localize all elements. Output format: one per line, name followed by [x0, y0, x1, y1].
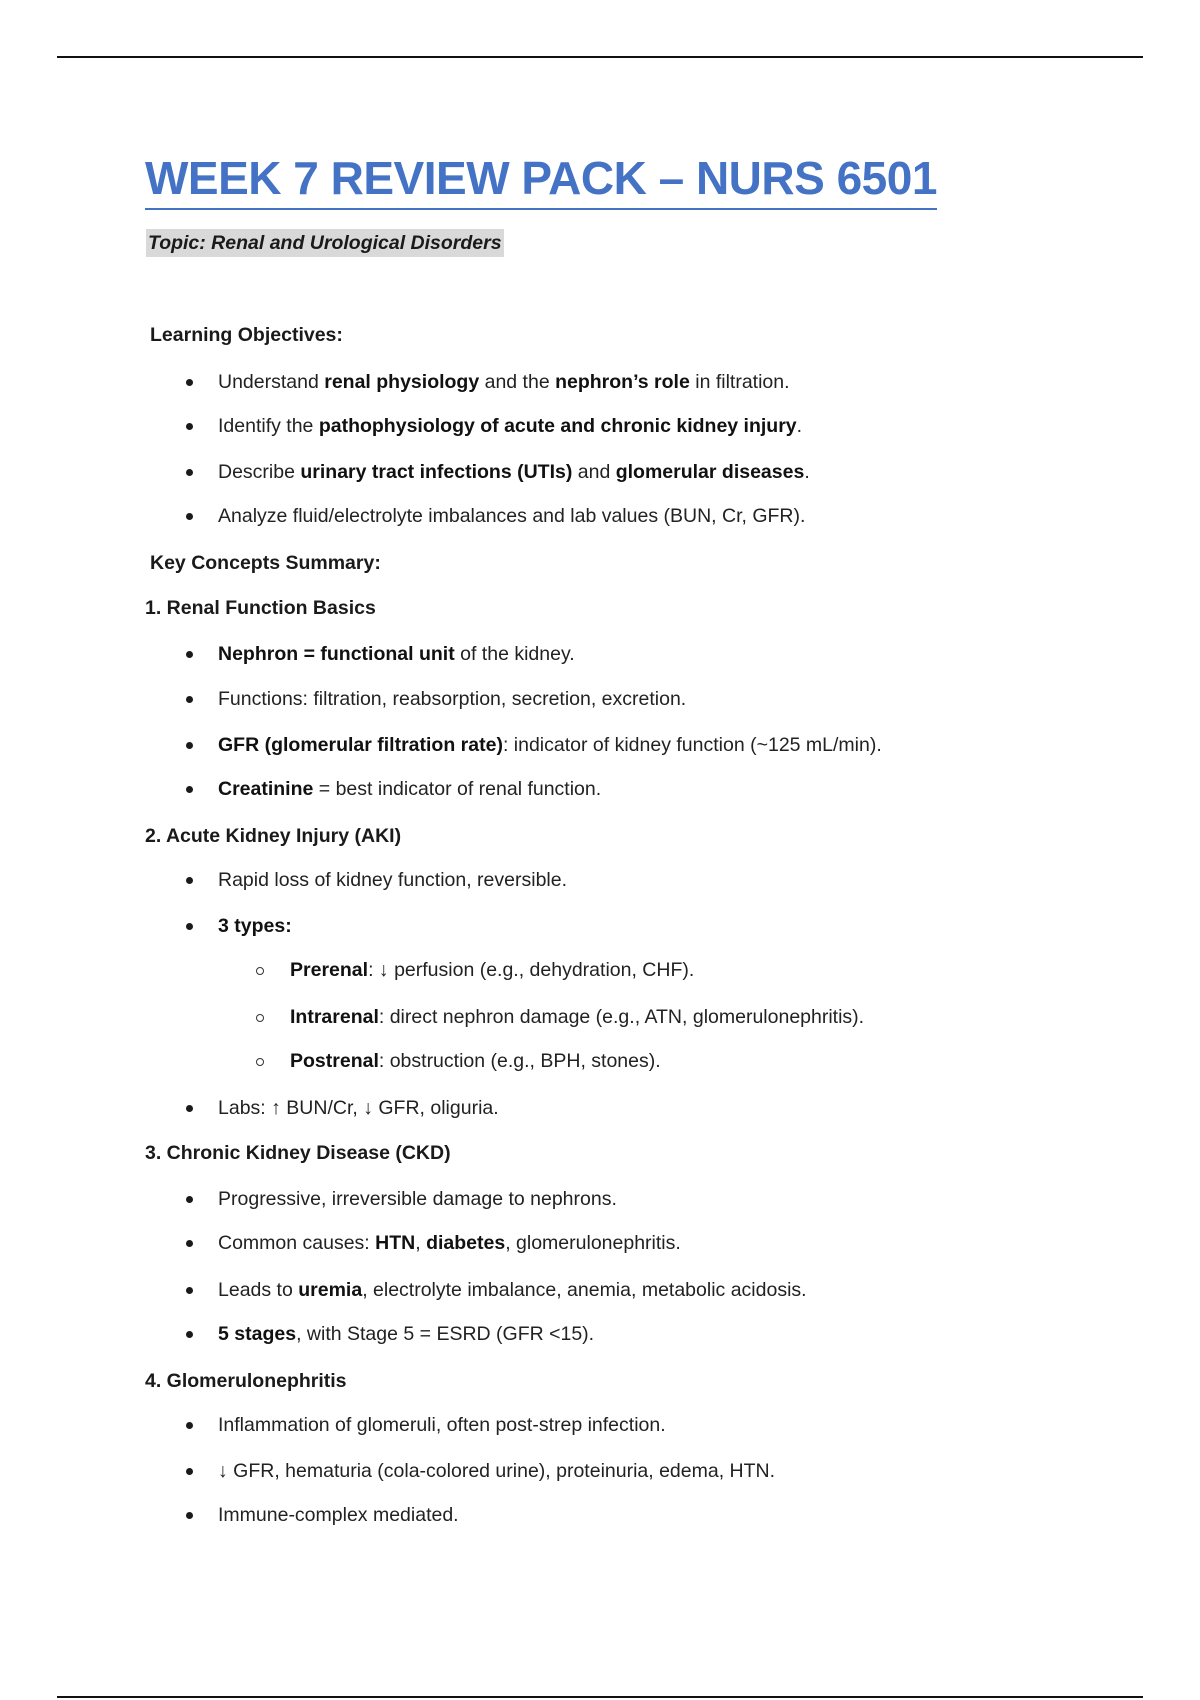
- list-item: Progressive, irreversible damage to nephrons.: [218, 1188, 617, 1210]
- list-item: 3 types:: [218, 915, 292, 937]
- list-item: ↓ GFR, hematuria (cola-colored urine), proteinuria, edema, HTN.: [218, 1460, 776, 1482]
- list-item: Rapid loss of kidney function, reversible.: [218, 869, 568, 891]
- learning-objectives-heading: Learning Objectives:: [150, 324, 343, 346]
- footer-rule: [57, 1696, 1143, 1698]
- section-heading: 2. Acute Kidney Injury (AKI): [145, 825, 402, 847]
- section-heading: 1. Renal Function Basics: [145, 597, 376, 619]
- list-item: Describe urinary tract infections (UTIs) and glomerular diseases.: [218, 461, 810, 483]
- list-item: Labs: ↑ BUN/Cr, ↓ GFR, oliguria.: [218, 1097, 499, 1119]
- list-item: Common causes: HTN, diabetes, glomerulonephritis.: [218, 1232, 681, 1254]
- sub-list-item: Prerenal: ↓ perfusion (e.g., dehydration, CHF).: [290, 959, 695, 981]
- topic-subtitle: Topic: Renal and Urological Disorders: [146, 229, 504, 257]
- list-item: Inflammation of glomeruli, often post-strep infection.: [218, 1414, 666, 1436]
- section-heading: 4. Glomerulonephritis: [145, 1370, 347, 1392]
- page-title: WEEK 7 REVIEW PACK – NURS 6501: [145, 148, 937, 210]
- list-item: Leads to uremia, electrolyte imbalance, anemia, metabolic acidosis.: [218, 1279, 807, 1301]
- list-item: Immune-complex mediated.: [218, 1504, 459, 1526]
- section-heading: 3. Chronic Kidney Disease (CKD): [145, 1142, 451, 1164]
- list-item: Understand renal physiology and the nephron’s role in filtration.: [218, 371, 790, 393]
- list-item: GFR (glomerular filtration rate): indicator of kidney function (~125 mL/min).: [218, 734, 882, 756]
- list-item: Functions: filtration, reabsorption, secretion, excretion.: [218, 688, 687, 710]
- list-item: 5 stages, with Stage 5 = ESRD (GFR <15).: [218, 1323, 595, 1345]
- list-item: Analyze fluid/electrolyte imbalances and lab values (BUN, Cr, GFR).: [218, 505, 806, 527]
- list-item: Creatinine = best indicator of renal function.: [218, 778, 602, 800]
- sub-list-item: Intrarenal: direct nephron damage (e.g., ATN, glomerulonephritis).: [290, 1006, 865, 1028]
- sub-list-item: Postrenal: obstruction (e.g., BPH, stones).: [290, 1050, 661, 1072]
- key-concepts-heading: Key Concepts Summary:: [150, 552, 381, 574]
- list-item: Identify the pathophysiology of acute and chronic kidney injury.: [218, 415, 803, 437]
- header-rule: [57, 56, 1143, 58]
- list-item: Nephron = functional unit of the kidney.: [218, 643, 575, 665]
